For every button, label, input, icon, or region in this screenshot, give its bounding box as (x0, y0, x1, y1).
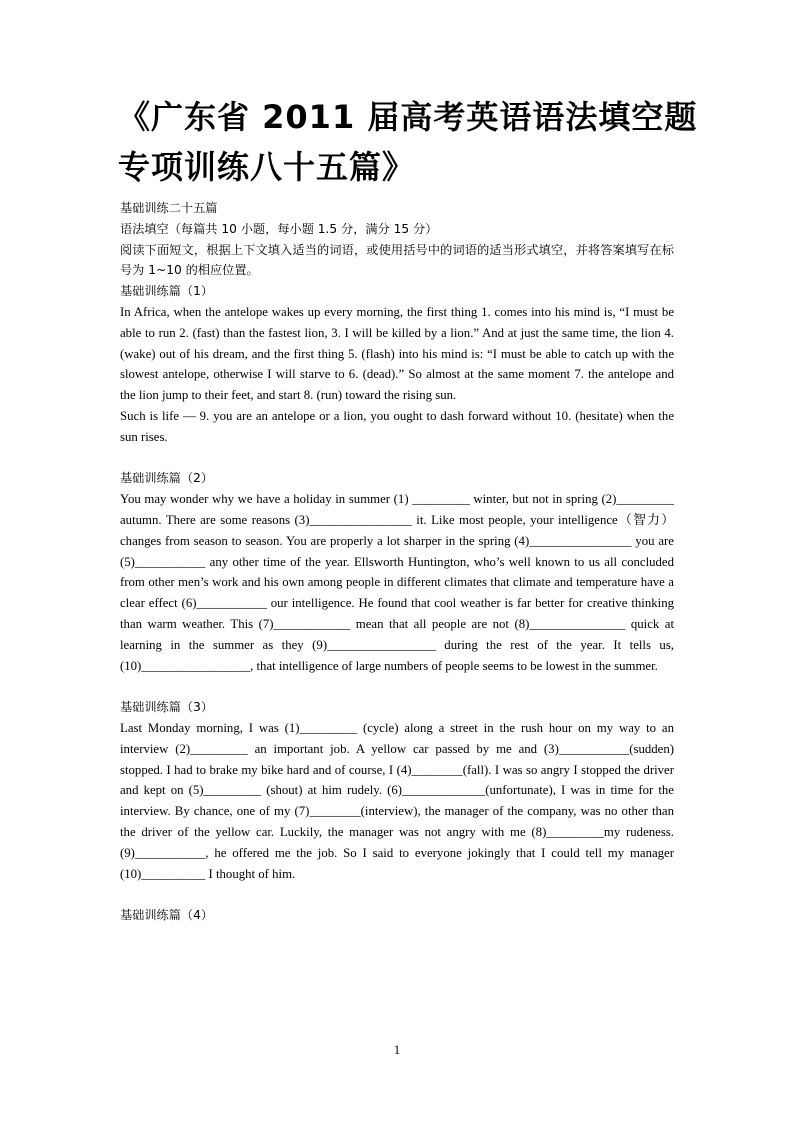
spacer (120, 448, 674, 469)
passage-2-paragraph-1: You may wonder why we have a holiday in summer (1) _________ winter, but not in spring (2)_________ autumn. There are some reasons (3)________________ it. Like most people, your intelligence（智力）changes from season to season. You are properly a lot sharper in the spring (4)________________ you are (5)___________ any other time of the year. Ellsworth Huntington, who’s well known to us all concluded from other men’s work and his own among people in different climates that climate and temperature have a clear effect (6)___________ our intelligence. He found that cool weather is far better for creative thinking than warm weather. This (7)____________ mean that all people are not (8)_______________ quick at learning in the summer as they (9)_________________ during the rest of the year. It tells us, (10)_________________, that intelligence of large numbers of people seems to be lowest in the summer. (120, 492, 674, 673)
title-line-2: 专项训练八十五篇》 (118, 148, 416, 186)
spacer (120, 676, 674, 697)
passage-3-paragraph-1: Last Monday morning, I was (1)_________ (cycle) along a street in the rush hour on my way to an interview (2)_________ an important job. A yellow car passed by me and (3)___________(sudden) stopped. I had to brake my bike hard and of course, I (4)________(fall). I was so angry I stopped the driver and kept on (5)_________ (shout) at him rudely. (6)_____________(unfortunate), I was in time for the interview. By chance, one of my (7)________(interview), the manager of the company, was no other than the driver of the yellow car. Luckily, the manager was not angry with me (8)_________my rudeness. (9)___________, he offered me the job. So I said to everyone jokingly that I could tell my manager (10)__________ I thought of him. (120, 720, 674, 881)
passage-1-paragraph-1: In Africa, when the antelope wakes up every morning, the first thing 1. comes into his mind is, “I must be able to run 2. (fast) than the fastest lion, 3. I will be killed by a lion.” And at just the same time, the lion 4. (wake) out of his dream, and the first thing 5. (flash) into his mind is: “I must be able to catch up with the slowest antelope, otherwise I will starve to 6. (dead).” So almost at the same moment 7. the antelope and the lion jump to their feet, and start 8. (run) toward the rising sun. (120, 304, 674, 403)
passage-1-paragraph-2: Such is life — 9. you are an antelope or a lion, you ought to dash forward without 10. (hesitate) when the sun rises. (120, 408, 674, 444)
section-rule: 语法填空（每篇共 10 小题，每小题 1.5 分，满分 15 分） (120, 221, 438, 236)
series-heading: 基础训练二十五篇 (120, 201, 218, 215)
instruction-text: 阅读下面短文，根据上下文填入适当的词语，或使用括号中的词语的适当形式填空，并将答案填写在标号为 1~10 的相应位置。 (120, 242, 674, 278)
passage-1-heading: 基础训练篇（1） (120, 284, 214, 299)
passage-3-heading: 基础训练篇（3） (120, 700, 214, 715)
title-line-1: 《广东省 2011 届高考英语语法填空题 (118, 98, 698, 136)
passage-2-heading: 基础训练篇（2） (120, 471, 214, 486)
document-title (118, 92, 698, 192)
passage-4-heading: 基础训练篇（4） (120, 908, 214, 923)
spacer (120, 884, 674, 905)
page-number: 1 (393, 1043, 401, 1057)
document-body (120, 198, 674, 926)
